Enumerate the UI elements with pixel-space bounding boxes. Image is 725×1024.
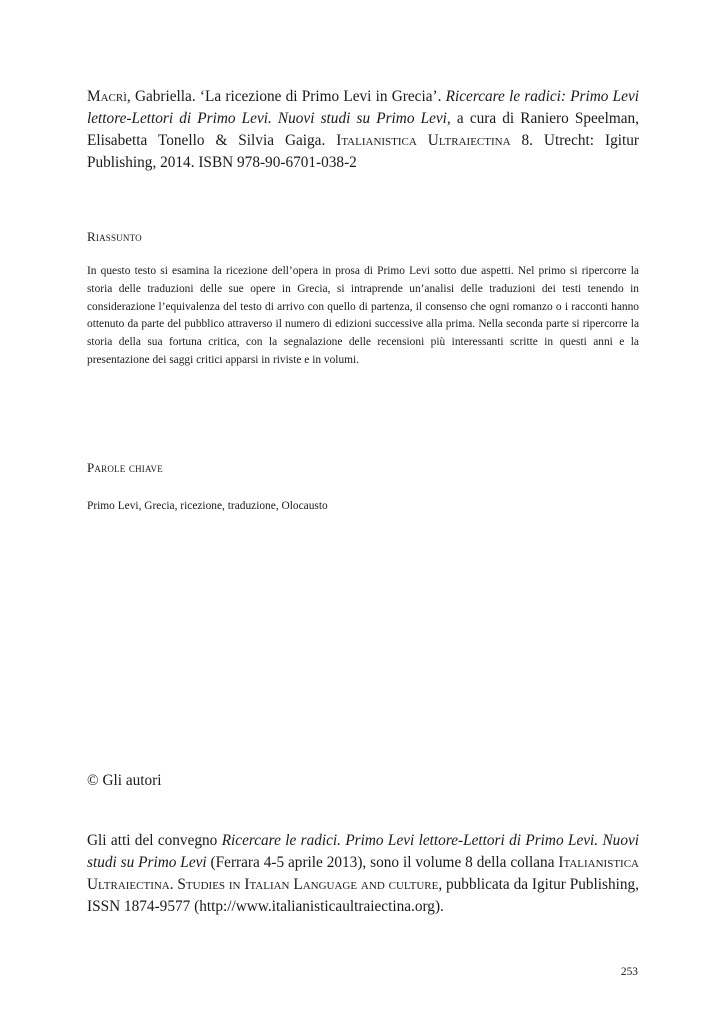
- keywords-text: Primo Levi, Grecia, ricezione, traduzione, Olocausto: [87, 500, 328, 512]
- book-title: Ricercare le radici: Primo Levi lettore-Lettori di Primo Levi. Nuovi studi su Primo Levi,: [87, 88, 639, 127]
- proceedings-url[interactable]: (http://www.italianisticaultraiectina.org).: [194, 898, 444, 915]
- editors: a cura di Raniero Speelman, Elisabetta Tonello & Silvia Gaiga.: [87, 110, 640, 149]
- proceedings-title: Ricercare le radici. Primo Levi lettore-Lettori di Primo Levi. Nuovi studi su Primo Levi: [87, 832, 640, 871]
- proceedings-details: (Ferrara 4-5 aprile 2013), sono il volume 8 della collana: [206, 854, 559, 871]
- proceedings-series: Italianistica Ultraiectina. Studies in Italian Language and culture: [87, 854, 639, 893]
- author-rest: , Gabriella. ‘La ricezione di Primo Levi in Grecia’.: [126, 88, 446, 105]
- abstract-text: In questo testo si esamina la ricezione dell’opera in prosa di Primo Levi sotto due aspetti. Nel primo si ripercorre la storia delle traduzioni delle sue opere in Grecia, si intraprende un’analisi delle traduzioni dei testi tenendo in considerazione l’equivalenza del testo di arrivo con quello di partenza, il consenso che ogni romanzo o i racconti hanno ottenuto da parte del pubblico attraverso il numero di edizioni successive alla prima. Nella seconda parte si ripercorre la storia della sua fortuna critica, con la segnalazione delle recensioni più interessanti scritte in questi anni e la presentazione dei saggi critici apparsi in riviste e in volumi.: [87, 265, 639, 366]
- series-name: Italianistica Ultraiectina: [336, 132, 511, 149]
- copyright-notice: © Gli autori: [87, 772, 162, 789]
- publisher-info: 8. Utrecht: Igitur Publishing, 2014. ISBN 978-90-6701-038-2: [87, 132, 639, 171]
- author-surname: Macrì: [87, 88, 127, 105]
- bibliographic-citation: [87, 86, 639, 174]
- page-number: 253: [620, 966, 638, 978]
- abstract-heading: Riassunto: [87, 229, 142, 244]
- proceedings-intro: Gli atti del convegno: [87, 832, 222, 849]
- proceedings-note: [87, 830, 639, 918]
- proceedings-publisher: , pubblicata da Igitur Publishing, ISSN 1874-9577: [87, 876, 639, 915]
- keywords-heading: Parole chiave: [87, 460, 163, 475]
